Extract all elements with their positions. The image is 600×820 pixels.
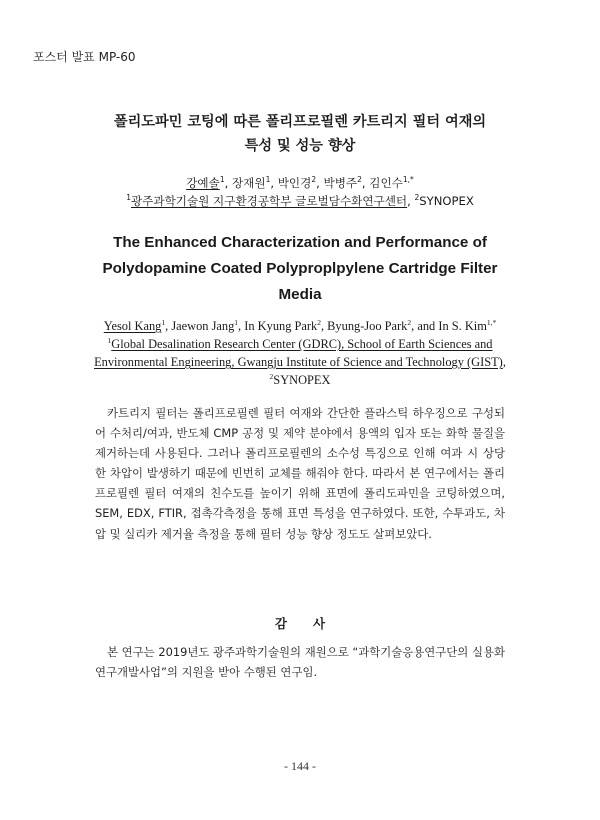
- session-label: 포스터 발표 MP-60: [33, 50, 136, 64]
- separator: ,: [224, 176, 232, 190]
- separator: ,: [407, 194, 415, 208]
- author-sup: 2: [317, 318, 321, 327]
- affiliation-company: SYNOPEX: [273, 373, 331, 387]
- separator: ,: [238, 319, 245, 333]
- affiliation-sup: 2: [414, 193, 420, 202]
- author-ko: 박인경: [277, 176, 312, 190]
- author-sup: 1: [161, 318, 166, 327]
- author-sup: 1,*: [402, 175, 414, 184]
- affiliation-sup: 2: [269, 372, 274, 381]
- acknowledgement-text: 본 연구는 2019년도 광주과학기술원의 재원으로 “과학기술응용연구단의 실용화 연구개발사업”의 지원을 받아 수행된 연구임.: [95, 645, 505, 680]
- affiliation-en: Environmental Engineering, Gwangju Institute of Science and Technology (GIST): [94, 355, 503, 369]
- author-sup: 1: [265, 175, 271, 184]
- author-en: Byung-Joo Park: [327, 319, 408, 333]
- separator: ,: [165, 319, 172, 333]
- presenting-author-en: Yesol Kang: [103, 319, 162, 333]
- acknowledgement: [95, 642, 505, 682]
- page-number: - 144 -: [284, 759, 316, 773]
- english-title-line-1: The Enhanced Characterization and Performance of: [113, 234, 487, 251]
- korean-title-line-2: 특성 및 성능 향상: [244, 138, 356, 154]
- english-affiliation-line-3: [0, 371, 600, 389]
- author-sup: 1: [234, 318, 239, 327]
- author-sup: 1: [219, 175, 225, 184]
- author-ko: 박병주: [323, 176, 358, 190]
- english-title-line-3: Media: [278, 286, 322, 303]
- author-sup: 2: [407, 318, 412, 327]
- separator: ,: [320, 319, 328, 333]
- abstract-text: 카트리지 필터는 폴리프로필렌 필터 여재와 간단한 플라스틱 하우징으로 구성되어 수처리/여과, 반도체 CMP 공정 및 제약 분야에서 용액의 입자 또는 화학 물질을 제거하는데 사용된다. 그러나 폴리프로필렌의 소수성 특징으로 인해 여과 시 상당한 차압이 발생하기 때문에 빈번히 교체를 해줘야 한다. 따라서 본 연구에서는 폴리프로필렌 필터 여재의 친수도를 높이기 위해 표면에 폴리도파민을 코팅하였으며, SEM, EDX, FTIR, 접촉각측정을 통해 표면 특성을 연구하였다. 또한, 수투과도, 차압 및 실리카 제거율 측정을 통해 필터 성능 향상 정도도 살펴보았다.: [95, 406, 505, 541]
- english-authors: [0, 317, 600, 335]
- presenting-author-ko: 강예솔: [186, 176, 220, 190]
- korean-title-line-1: 폴리도파민 코팅에 따른 폴리프로필렌 카트리지 필터 여재의: [113, 114, 487, 130]
- author-sup: 2: [357, 175, 362, 184]
- affiliation-ko: 광주과학기술원 지구환경공학부 글로벌담수화연구센터: [130, 194, 408, 208]
- separator: ,: [502, 355, 506, 369]
- english-affiliation-line-1: [0, 335, 600, 353]
- acknowledgement-heading: 감사: [274, 616, 352, 631]
- abstract: [95, 403, 505, 544]
- author-en: In S. Kim: [438, 319, 487, 333]
- author-en: In Kyung Park: [244, 319, 318, 333]
- author-en: Jaewon Jang: [171, 319, 235, 333]
- affiliation-en: Global Desalination Research Center (GDRC), School of Earth Sciences and: [111, 337, 493, 351]
- separator: ,: [270, 176, 278, 190]
- separator: ,: [361, 176, 370, 190]
- affiliation-company: SYNOPEX: [419, 194, 474, 208]
- korean-authors: [0, 174, 600, 192]
- english-affiliation-line-2: [0, 353, 600, 371]
- english-title-line-2: Polydopamine Coated Polyproplpylene Cartridge Filter: [102, 260, 498, 277]
- korean-affiliation: [0, 192, 600, 210]
- author-ko: 김인수: [369, 176, 403, 190]
- separator: , and: [411, 319, 439, 333]
- author-ko: 장재원: [231, 176, 266, 190]
- separator: ,: [316, 176, 324, 190]
- author-sup: 2: [311, 175, 317, 184]
- affiliation-sup: 1: [107, 336, 112, 345]
- affiliation-sup: 1: [126, 193, 131, 202]
- author-sup: 1,*: [486, 318, 497, 327]
